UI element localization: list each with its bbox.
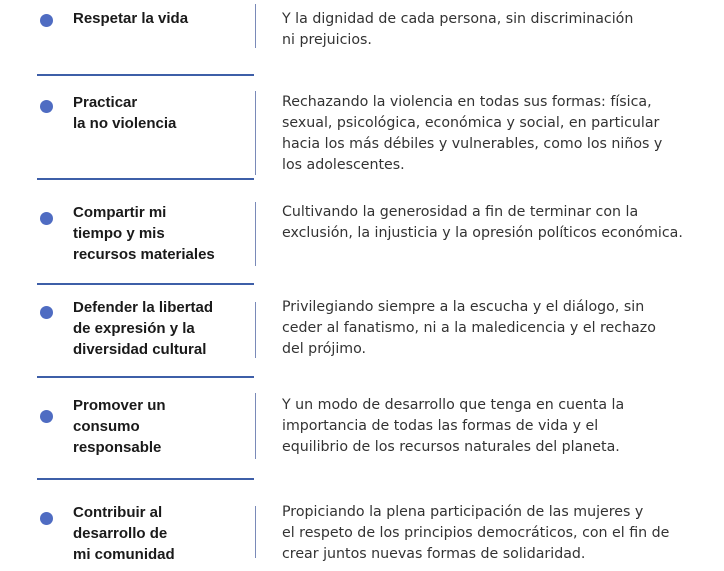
bullet-icon (40, 100, 53, 113)
item-term: Promover un consumo responsable (73, 397, 166, 456)
item-description: Y un modo de desarrollo que tenga en cuenta la importancia de todas las formas de vida y el equilibrio de los recursos naturales del planeta. (282, 397, 625, 455)
item-term: Contribuir al desarrollo de mi comunidad (73, 504, 175, 563)
vertical-separator (255, 91, 256, 175)
bullet-icon (40, 212, 53, 225)
item-term: Defender la libertad de expresión y la diversidad cultural (73, 299, 214, 358)
bullet-icon (40, 14, 53, 27)
bullet-icon (40, 512, 53, 525)
vertical-separator (255, 302, 256, 358)
vertical-separator (255, 393, 256, 459)
vertical-separator (255, 506, 256, 558)
item-description: Cultivando la generosidad a fin de terminar con la exclusión, la injusticia y la opresión políticos económica. (282, 204, 683, 241)
item-term: Compartir mi tiempo y mis recursos materiales (73, 204, 215, 263)
item-term: Practicar la no violencia (73, 94, 177, 132)
row-divider (37, 283, 254, 285)
vertical-separator (255, 4, 256, 48)
item-description: Propiciando la plena participación de las mujeres y el respeto de los principios democráticos, con el fin de crear juntos nuevas formas de solidaridad. (282, 504, 670, 562)
row-divider (37, 478, 254, 480)
row-divider (37, 376, 254, 378)
bullet-icon (40, 410, 53, 423)
item-description: Rechazando la violencia en todas sus formas: física, sexual, psicológica, económica y social, en particular hacia los más débiles y vulnerables, como los niños y los adolescentes. (282, 94, 663, 173)
row-divider (37, 178, 254, 180)
vertical-separator (255, 202, 256, 266)
row-divider (37, 74, 254, 76)
item-description: Y la dignidad de cada persona, sin discriminación ni prejuicios. (282, 11, 634, 48)
item-term: Respetar la vida (73, 10, 189, 27)
bullet-icon (40, 306, 53, 319)
item-description: Privilegiando siempre a la escucha y el diálogo, sin ceder al fanatismo, ni a la maledicencia y el rechazo del prójimo. (282, 299, 656, 357)
